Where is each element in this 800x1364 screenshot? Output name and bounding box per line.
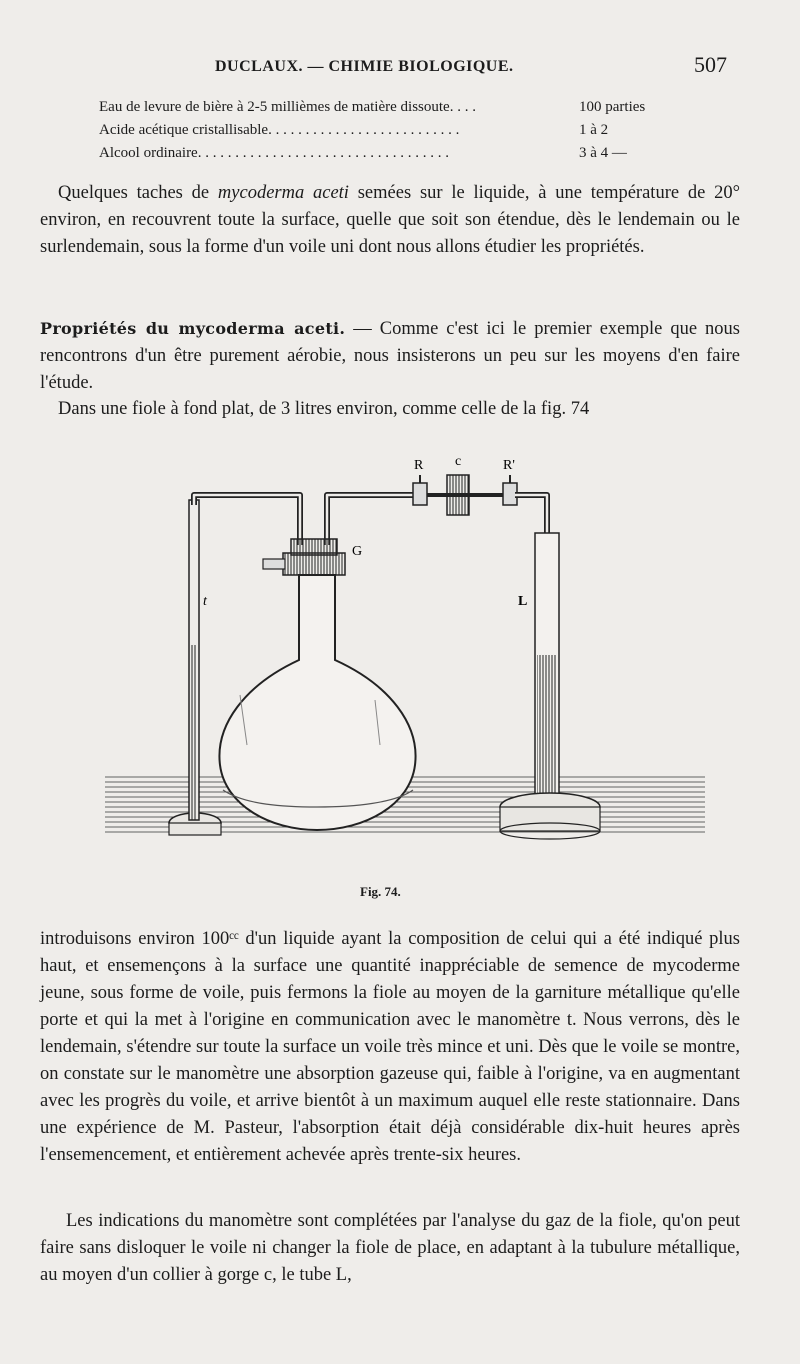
running-title: DUCLAUX. — CHIMIE BIOLOGIQUE. — [215, 58, 514, 75]
composition-value: 100 parties — [579, 99, 646, 115]
valve-R-prime — [503, 483, 517, 505]
label-R-prime: R' — [503, 458, 515, 473]
composition-value: 3 à 4 — — [579, 145, 627, 161]
composition-row — [99, 119, 739, 142]
paragraph-analysis — [40, 1208, 740, 1289]
composition-table — [99, 96, 739, 165]
page-number: 507 — [694, 52, 727, 77]
label-R: R — [414, 458, 424, 473]
figure-74 — [95, 445, 715, 875]
section-paragraph — [40, 315, 740, 397]
section-heading: Propriétés du mycoderma aceti. — [40, 319, 346, 338]
tube-L-liquid — [537, 655, 557, 815]
gas-tube — [327, 495, 425, 545]
composition-label: Acide acétique cristallisable. . . . . . . . . . . . . . . . . . . . . . . . . . — [99, 122, 460, 138]
connecting-tube — [194, 495, 300, 545]
apparatus-illustration — [95, 445, 715, 875]
label-c: c — [455, 454, 462, 469]
paragraph-flask — [40, 396, 740, 423]
manometer-liquid — [191, 645, 197, 820]
figure-caption: Fig. 74. — [360, 884, 401, 899]
flask — [219, 575, 415, 830]
valve-R — [413, 483, 427, 505]
text-run: semées sur le liquide, à une température de 20° environ, en recouvrent toute la surface, quelle que soit son étendue, dès le lendemain ou le surlendemain, sous la forme d'un voile uni dont nous allons étudier les propriétés. — [40, 183, 740, 257]
text-run: Quelques taches de — [58, 183, 218, 203]
text-run: introduisons environ 100ᶜᶜ d'un liquide ayant la composition de celui qui a été indiqué plus haut, et ensemençons à la surface une quantité inappréciable de semence de mycoderme jeune, sous forme de voile, puis fermons la fiole au moyen de la garniture métallique qu'elle porte et qui la met à l'origine en communication avec le manomètre t. Nous verrons, dès le lendemain, s'étendre sur toute la surface un voile très mince et uni. Dès que le voile se montre, on constate sur le manomètre une absorption gazeuse qui, faible à l'origine, va en augmentant avec les progrès du voile, et arrive bientôt à un maximum auquel elle reste stationnaire. Dans une expérience de M. Pasteur, l'absorption était déjà considérable dix-huit heures après l'ensemencement, et entièrement achevée après trente-six heures. — [40, 929, 740, 1165]
label-t: t — [203, 594, 207, 609]
text-run: Les indications du manomètre sont complétées par l'analyse du gaz de la fiole, qu'on peut faire sans disloquer le voile ni changer la fiole de place, en adaptant à la tubulure métallique, au moyen d'un collier à gorge c, le tube L, — [40, 1211, 740, 1285]
paragraph-culture — [40, 180, 740, 261]
composition-row — [99, 142, 739, 165]
section-text: — Comme c'est ici le premier exemple que nous rencontrons d'un être purement aérobie, nous insisterons un peu sur les moyens d'en faire l'étude. — [40, 319, 740, 393]
composition-label: Alcool ordinaire. . . . . . . . . . . . . . . . . . . . . . . . . . . . . . . . . . — [99, 145, 449, 161]
composition-value: 1 à 2 — [579, 122, 609, 138]
label-L: L — [518, 594, 528, 609]
left-dish-rim — [169, 823, 221, 835]
fitting-key — [263, 559, 285, 569]
composition-row — [99, 96, 739, 119]
text-run: Dans une fiole à fond plat, de 3 litres environ, comme celle de la fig. 74 — [58, 399, 590, 419]
label-G: G — [352, 544, 363, 559]
composition-label: Eau de levure de bière à 2-5 millièmes de matière dissoute. . . . — [99, 99, 476, 115]
paragraph-experiment — [40, 926, 740, 1169]
running-header — [215, 52, 735, 77]
species-name: mycoderma aceti — [217, 183, 349, 203]
